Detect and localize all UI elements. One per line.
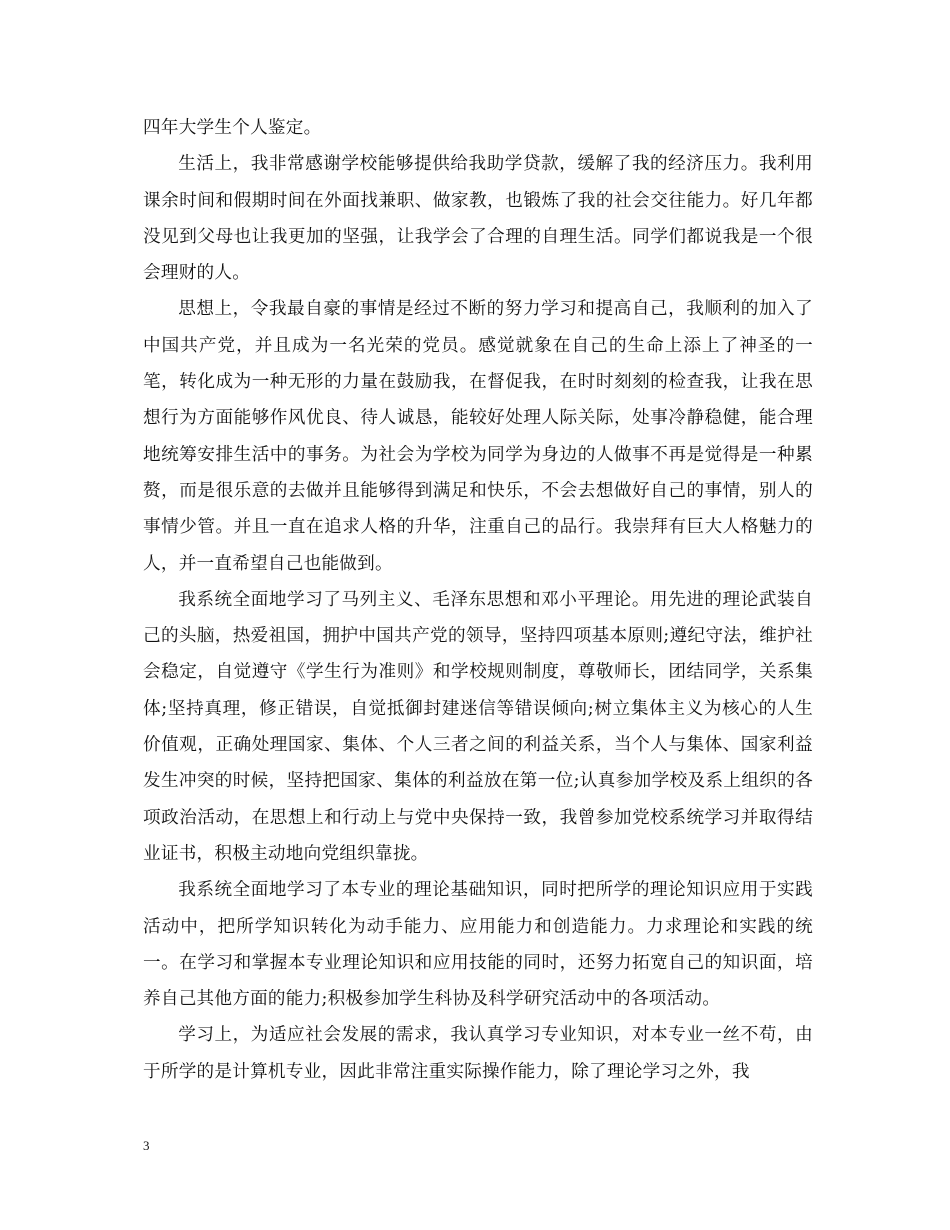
paragraph-study: 学习上，为适应社会发展的需求，我认真学习专业知识，对本专业一丝不苟，由于所学的是计算机专业，因此非常注重实际操作能力，除了理论学习之外，我 [143,1025,813,1082]
paragraph-life: 生活上，我非常感谢学校能够提供给我助学贷款，缓解了我的经济压力。我利用课余时间和假期时间在外面找兼职、做家教，也锻炼了我的社会交往能力。好几年都没见到父母也让我更加的坚强，让我学会了合理的自理生活。同学们都说我是一个很会理财的人。 [143,154,813,284]
paragraph-thought: 思想上，令我最自豪的事情是经过不断的努力学习和提高自己，我顺利的加入了中国共产党，并且成为一名光荣的党员。感觉就象在自己的生命上添上了神圣的一笔，转化成为一种无形的力量在鼓励我，在督促我，在时时刻刻的检查我，让我在思想行为方面能够作风优良、待人诚恳，能较好处理人际关际，处事冷静稳健，能合理地统筹安排生活中的事务。为社会为学校为同学为身边的人做事不再是觉得是一种累赘，而是很乐意的去做并且能够得到满足和快乐，不会去想做好自己的事情，别人的事情少管。并且一直在追求人格的升华，注重自己的品行。我崇拜有巨大人格魅力的人，并一直希望自己也能做到。 [143,299,813,574]
paragraph-professional-knowledge: 我系统全面地学习了本专业的理论基础知识，同时把所学的理论知识应用于实践活动中，把所学知识转化为动手能力、应用能力和创造能力。力求理论和实践的统一。在学习和掌握本专业理论知识和应用技能的同时，还努力拓宽自己的知识面，培养自己其他方面的能力;积极参加学生科协及科学研究活动中的各项活动。 [143,880,813,1010]
paragraph-continuation: 四年大学生个人鉴定。 [143,118,322,138]
page-number: 3 [143,1138,150,1153]
document-body [143,110,813,1090]
paragraph-political-study: 我系统全面地学习了马列主义、毛泽东思想和邓小平理论。用先进的理论武装自己的头脑，热爱祖国，拥护中国共产党的领导，坚持四项基本原则;遵纪守法，维护社会稳定，自觉遵守《学生行为准则》和学校规则制度，尊敬师长，团结同学，关系集体;坚持真理，修正错误，自觉抵御封建迷信等错误倾向;树立集体主义为核心的人生价值观，正确处理国家、集体、个人三者之间的利益关系，当个人与集体、国家利益发生冲突的时候，坚持把国家、集体的利益放在第一位;认真参加学校及系上组织的各项政治活动，在思想上和行动上与党中央保持一致，我曾参加党校系统学习并取得结业证书，积极主动地向党组织靠拢。 [143,589,813,864]
